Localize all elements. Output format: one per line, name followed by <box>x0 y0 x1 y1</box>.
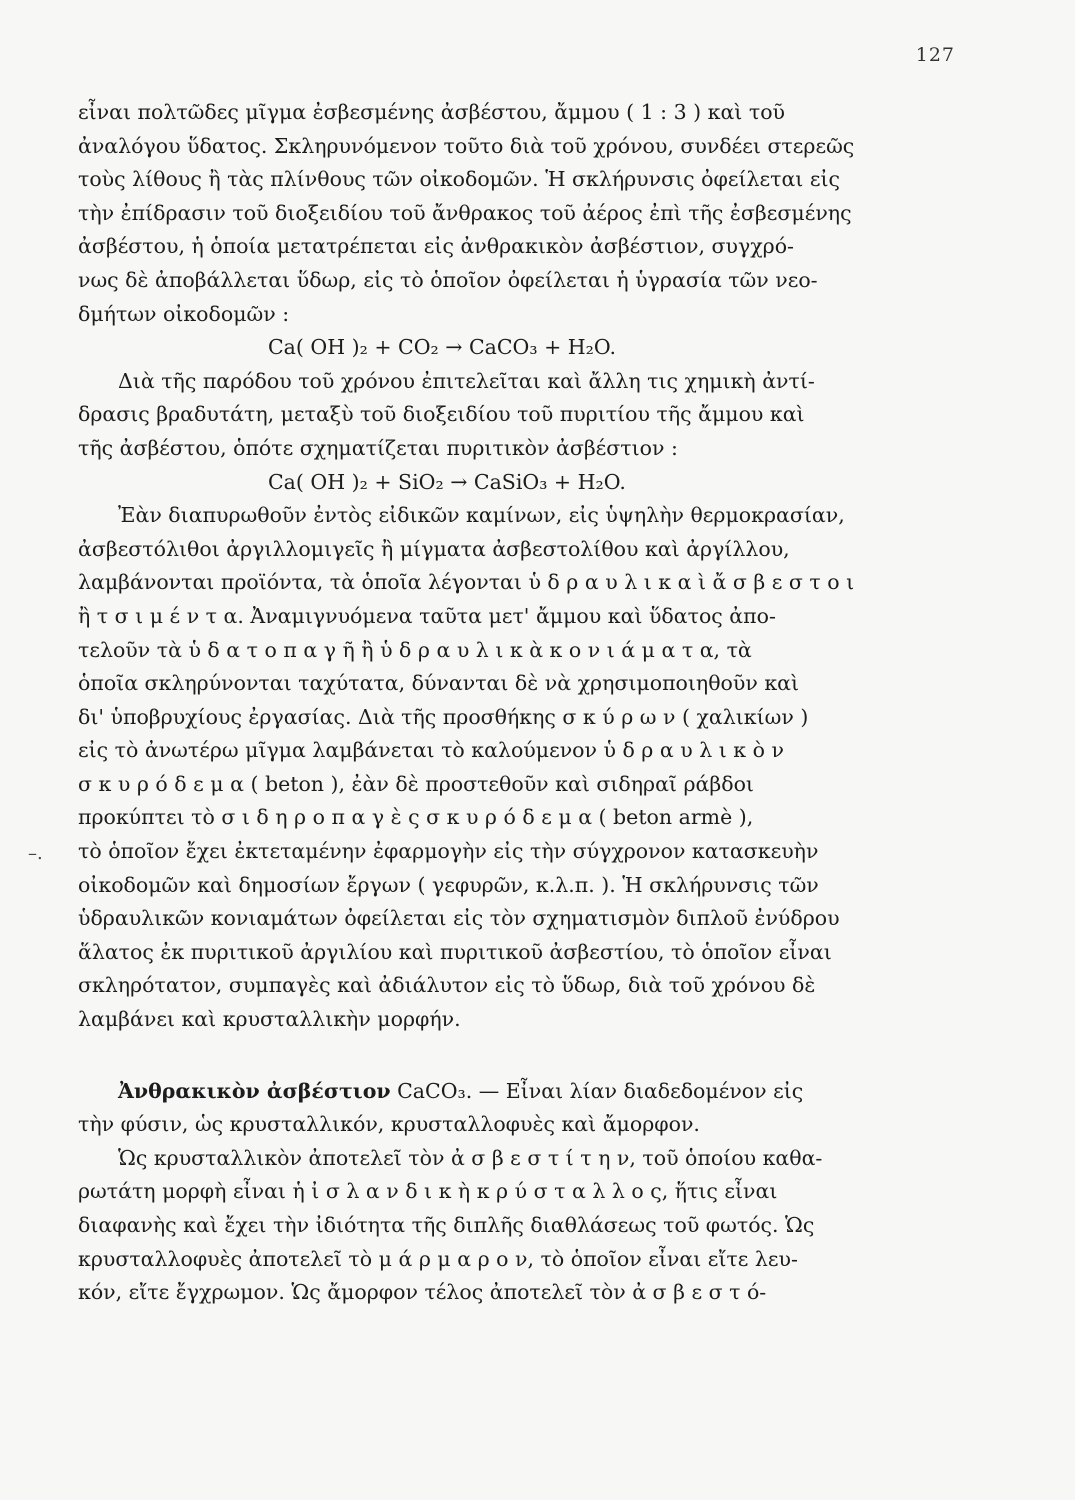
text-line: νως δὲ ἀποβάλλεται ὕδωρ, εἰς τὸ ὁποῖον ὀφείλεται ἡ ὑγρασία τῶν νεο- <box>78 267 818 292</box>
text-line: εἰς τὸ ἀνωτέρω μῖγμα λαμβάνεται τὸ καλούμενον ὑ δ ρ α υ λ ι κ ὸ ν <box>78 738 784 763</box>
section-heading-line <box>78 1075 938 1109</box>
text-line: ἀσβέστου, ἡ ὁποία μετατρέπεται εἰς ἀνθρακικὸν ἀσβέστιον, συγχρό- <box>78 234 794 259</box>
chemical-equation-2: Ca( OH )₂ + SiO₂ → CaSiO₃ + H₂O. <box>268 469 626 494</box>
text-line: οἰκοδομῶν καὶ δημοσίων ἔργων ( γεφυρῶν, κ.λ.π. ). Ἡ σκλήρυνσις τῶν <box>78 872 819 897</box>
margin-mark: –. <box>28 843 43 864</box>
text-line: ἀναλόγου ὕδατος. Σκληρυνόμενον τοῦτο διὰ τοῦ χρόνου, συνδέει στερεῶς <box>78 133 855 158</box>
text-line: ἀσβεστόλιθοι ἀργιλλομιγεῖς ἢ μίγματα ἀσβεστολίθου καὶ ἀργίλλου, <box>78 536 790 561</box>
text-line: ρωτάτη μορφὴ εἶναι ἡ ἰ σ λ α ν δ ι κ ὴ κ ρ ύ σ τ α λ λ ο ς, ἥτις εἶναι <box>78 1179 778 1204</box>
text-line: Ἐὰν διαπυρωθοῦν ἐντὸς εἰδικῶν καμίνων, εἰς ὑψηλὴν θερμοκρασίαν, <box>118 503 845 528</box>
text-line: δρασις βραδυτάτη, μεταξὺ τοῦ διοξειδίου τοῦ πυριτίου τῆς ἄμμου καὶ <box>78 402 805 427</box>
section-gap <box>78 1037 938 1075</box>
text-line: τῆς ἀσβέστου, ὁπότε σχηματίζεται πυριτικὸν ἀσβέστιον : <box>78 435 678 460</box>
text-line: ὑδραυλικῶν κονιαμάτων ὀφείλεται εἰς τὸν σχηματισμὸν διπλοῦ ἐνύδρου <box>78 906 840 931</box>
chemical-equation-1: Ca( OH )₂ + CO₂ → CaCO₃ + H₂O. <box>268 335 617 360</box>
text-line: δι' ὑποβρυχίους ἐργασίας. Διὰ τῆς προσθήκης σ κ ύ ρ ω ν ( χαλικίων ) <box>78 704 809 729</box>
text-line: ὁποῖα σκληρύνονται ταχύτατα, δύνανται δὲ νὰ χρησιμοποιηθοῦν καὶ <box>78 671 800 696</box>
text-line: εἶναι πολτῶδες μῖγμα ἐσβεσμένης ἀσβέστου, ἄμμου ( 1 : 3 ) καὶ τοῦ <box>78 100 785 124</box>
section-heading: Ἀνθρακικὸν ἀσβέστιον <box>118 1078 391 1103</box>
section-heading-rest: CaCO₃. — Εἶναι λίαν διαδεδομένον εἰς <box>397 1078 804 1103</box>
text-line: σκληρότατον, συμπαγὲς καὶ ἀδιάλυτον εἰς τὸ ὕδωρ, διὰ τοῦ χρόνου δὲ <box>78 973 816 998</box>
text-line: τελοῦν τὰ ὑ δ α τ ο π α γ ῆ ἢ ὑ δ ρ α υ λ ι κ ὰ κ ο ν ι ά μ α τ α, τὰ <box>78 637 752 662</box>
body-text <box>78 96 938 1310</box>
text-line: τὸ ὁποῖον ἔχει ἐκτεταμένην ἐφαρμογὴν εἰς τὴν σύγχρονον κατασκευὴν <box>78 839 819 864</box>
text-line: Διὰ τῆς παρόδου τοῦ χρόνου ἐπιτελεῖται καὶ ἄλλη τις χημικὴ ἀντί- <box>118 368 815 393</box>
text-line: τὴν ἐπίδρασιν τοῦ διοξειδίου τοῦ ἄνθρακος τοῦ ἀέρος ἐπὶ τῆς ἐσβεσμένης <box>78 200 852 225</box>
text-line: κόν, εἴτε ἔγχρωμον. Ὡς ἄμορφον τέλος ἀποτελεῖ τὸν ἀ σ β ε σ τ ό- <box>78 1280 767 1305</box>
text-line: κρυσταλλοφυὲς ἀποτελεῖ τὸ μ ά ρ μ α ρ ο ν, τὸ ὁποῖον εἶναι εἴτε λευ- <box>78 1246 798 1271</box>
text-line: σ κ υ ρ ό δ ε μ α ( beton ), ἐὰν δὲ προστεθοῦν καὶ σιδηραῖ ράβδοι <box>78 771 754 796</box>
page-number: 127 <box>915 44 955 66</box>
text-line: προκύπτει τὸ σ ι δ η ρ ο π α γ ὲ ς σ κ υ ρ ό δ ε μ α ( beton armè ), <box>78 805 754 830</box>
text-line: ἅλατος ἐκ πυριτικοῦ ἀργιλίου καὶ πυριτικοῦ ἀσβεστίου, τὸ ὁποῖον εἶναι <box>78 939 832 964</box>
text-line: τοὺς λίθους ἢ τὰς πλίνθους τῶν οἰκοδομῶν. Ἡ σκλήρυνσις ὀφείλεται εἰς <box>78 167 840 192</box>
text-line: λαμβάνει καὶ κρυσταλλικὴν μορφήν. <box>78 1007 461 1032</box>
text-line: τὴν φύσιν, ὡς κρυσταλλικόν, κρυσταλλοφυὲς καὶ ἄμορφον. <box>78 1112 700 1137</box>
text-line: Ὡς κρυσταλλικὸν ἀποτελεῖ τὸν ἀ σ β ε σ τ ί τ η ν, τοῦ ὁποίου καθα- <box>118 1145 823 1170</box>
text-line: διαφανὴς καὶ ἔχει τὴν ἰδιότητα τῆς διπλῆς διαθλάσεως τοῦ φωτός. Ὡς <box>78 1213 815 1237</box>
text-line: δμήτων οἰκοδομῶν : <box>78 301 290 326</box>
text-line: ἢ τ σ ι μ έ ν τ α. Ἀναμιγνυόμενα ταῦτα μετ' ἄμμου καὶ ὕδατος ἀπο- <box>78 603 776 628</box>
text-line: λαμβάνονται προϊόντα, τὰ ὁποῖα λέγονται ὑ δ ρ α υ λ ι κ α ὶ ἄ σ β ε σ τ ο ι <box>78 570 855 595</box>
